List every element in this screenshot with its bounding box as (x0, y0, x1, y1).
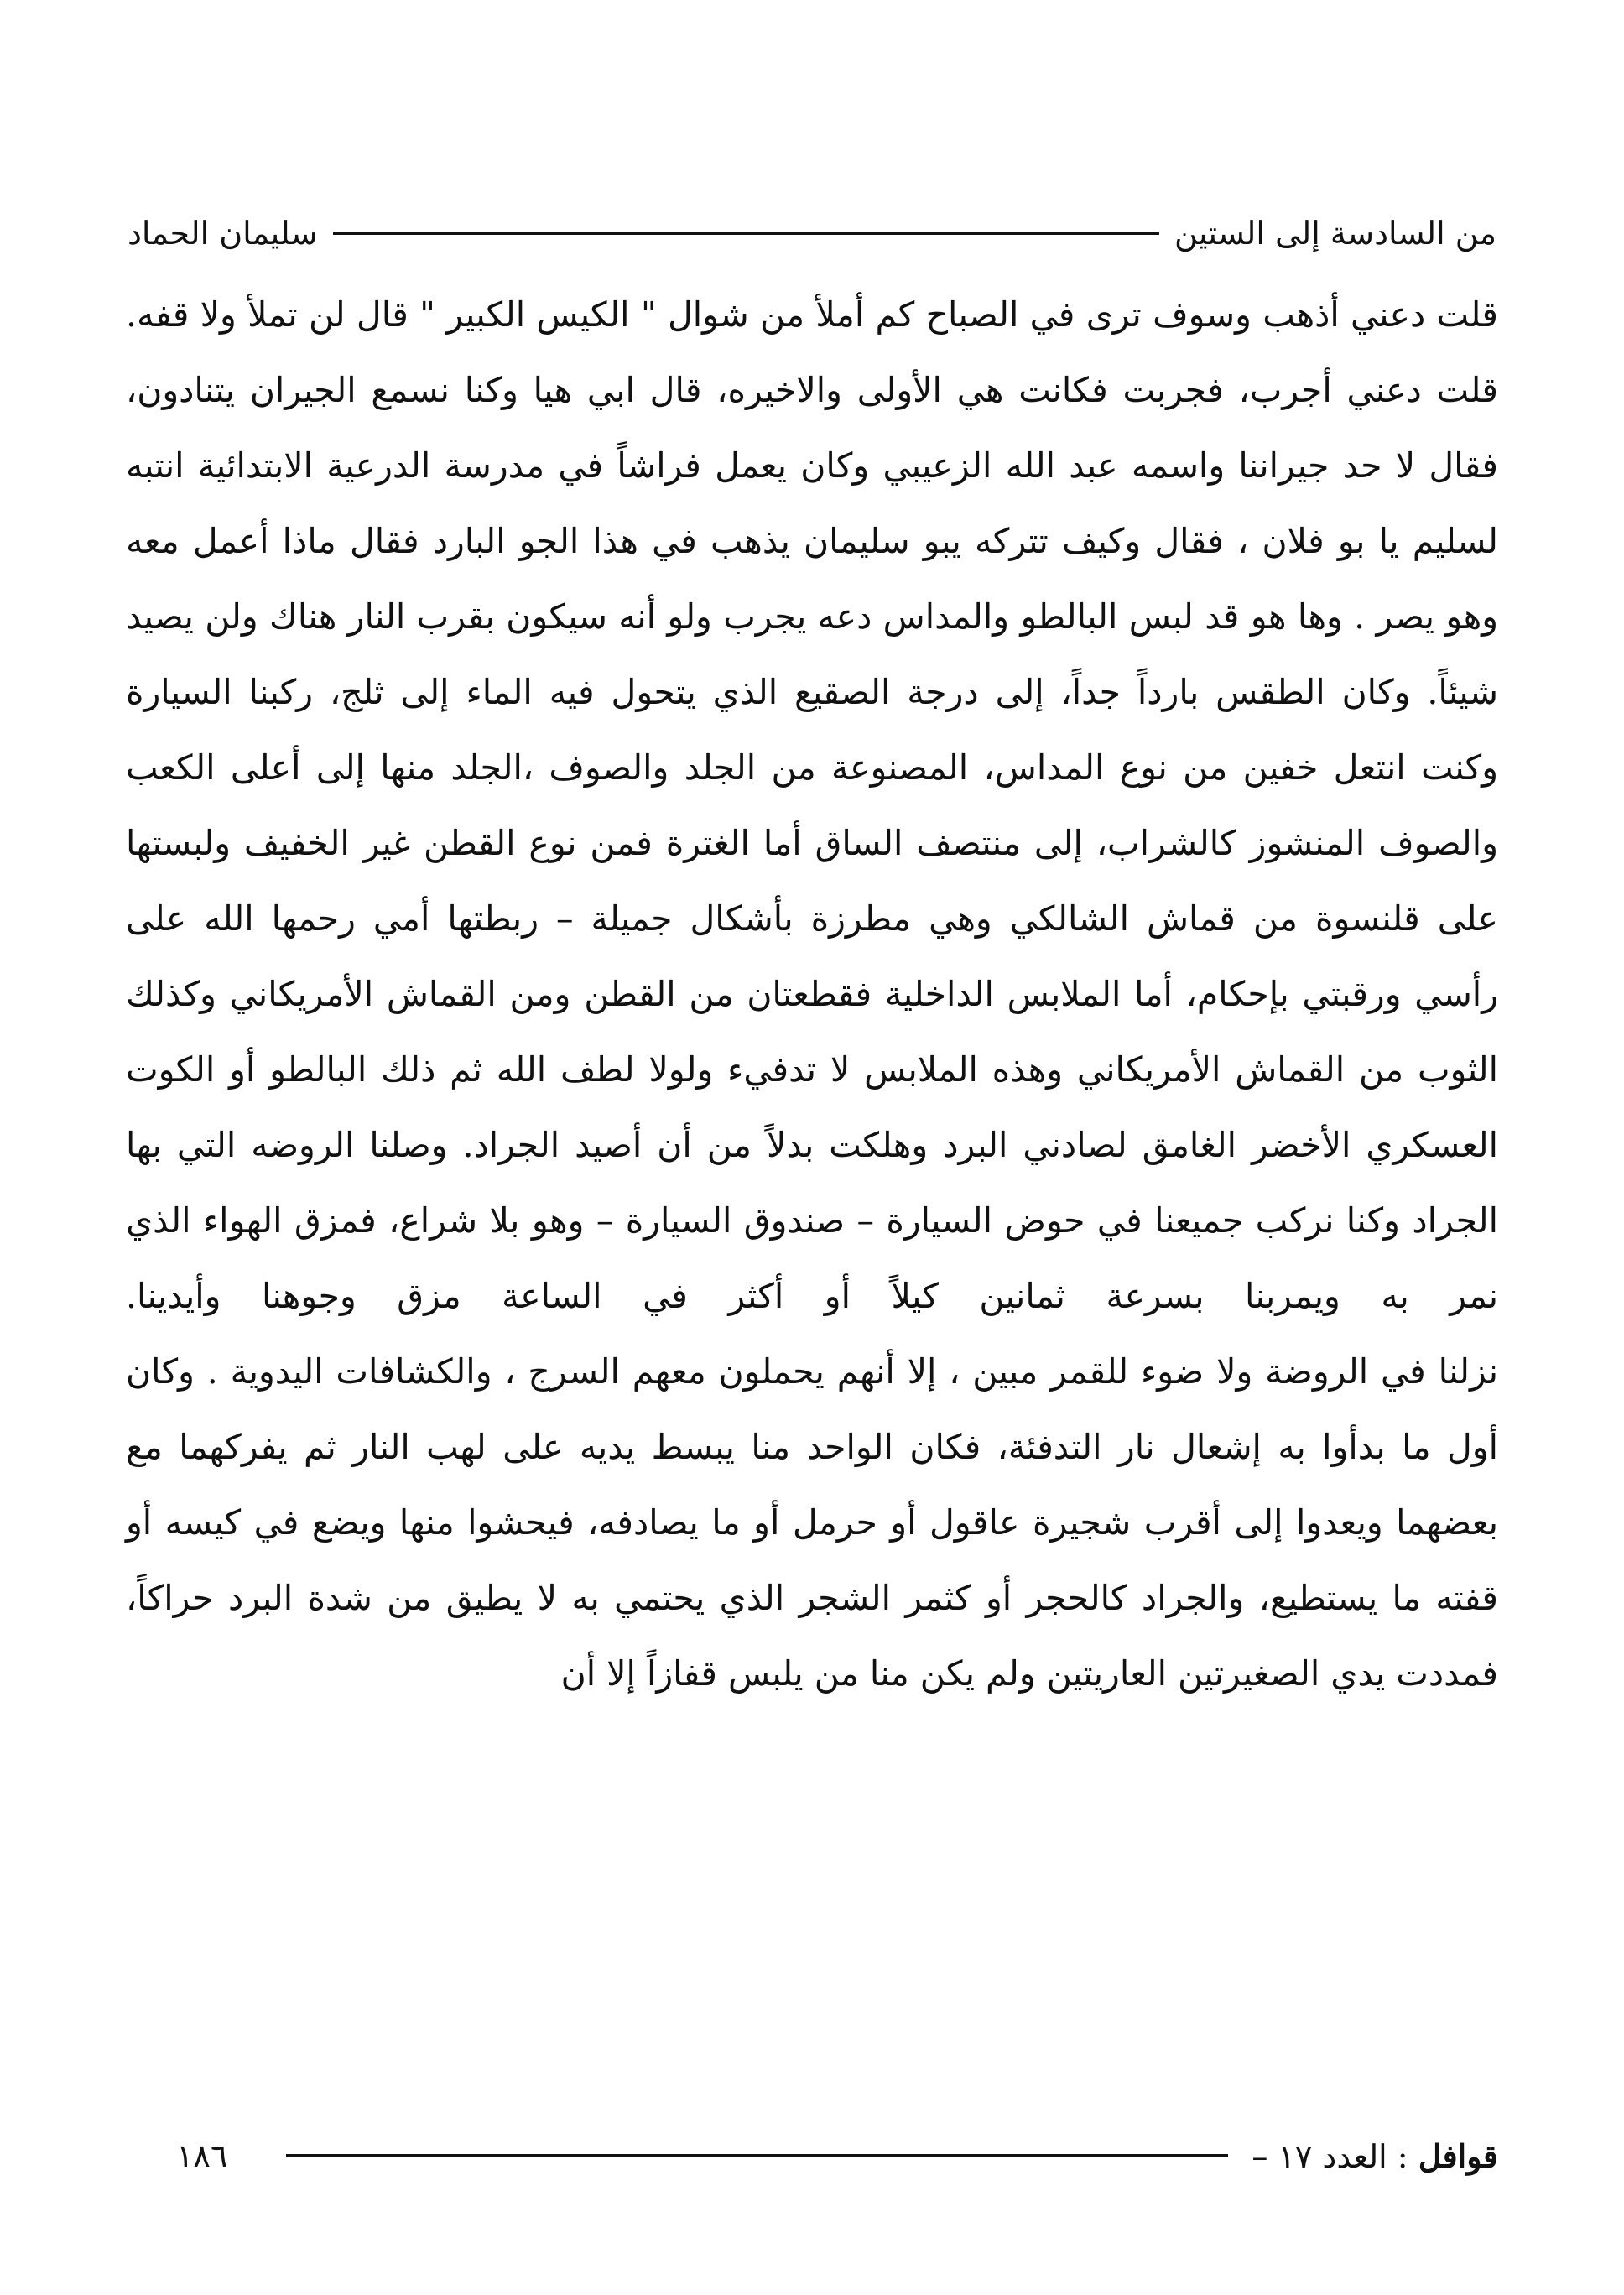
page-footer (126, 2131, 1498, 2181)
body-text (126, 277, 1498, 1711)
footer-rule (286, 2154, 1228, 2157)
issue-label: : العدد ١٧ – (1252, 2137, 1408, 2175)
author-name: سليمان الحماد (128, 215, 318, 252)
header-rule (333, 232, 1159, 235)
journal-name: قوافل (1418, 2136, 1498, 2175)
page-number: ١٨٦ (176, 2137, 228, 2174)
running-header (128, 208, 1496, 258)
book-title: من السادسة إلى الستين (1174, 215, 1496, 252)
paragraph-2: نزلنا في الروضة ولا ضوء للقمر مبين ، إلا أنهم يحملون معهم السرج ، والكشافات اليدوية . وكان أول ما بدأوا به إشعال نار التدفئة، فكان الواحد منا يبسط يديه على لهب النار ثم يفركهما مع بعضهما ويعدوا إلى أقرب شجيرة عاقول أو حرمل أو ما يصادفه، فيحشوا منها ويضع في كيسه أو قفته ما يستطيع، والجراد كالحجر أو كثمر الشجر الذي يحتمي به لا يطيق من شدة البرد حراكاً، فمددت يدي الصغيرتين العاريتين ولم يكن منا من يلبس قفازاً إلا أن (126, 1351, 1498, 1694)
journal-issue (1252, 2137, 1498, 2175)
paragraph-1: قلت دعني أذهب وسوف ترى في الصباح كم أملأ من شوال " الكيس الكبير " قال لن تملأ ولا قفه. قلت دعني أجرب، فجربت فكانت هي الأولى والاخيره، قال ابي هيا وكنا نسمع الجيران يتنادون، فقال لا حد جيراننا واسمه عبد الله الزعيبي وكان يعمل فراشاً في مدرسة الدرعية الابتدائية انتبه لسليم يا بو فلان ، فقال وكيف تتركه يبو سليمان يذهب في هذا الجو البارد فقال ماذا أعمل معه وهو يصر . وها هو قد لبس البالطو والمداس دعه يجرب ولو أنه سيكون بقرب النار هناك ولن يصيد شيئاً. وكان الطقس بارداً جداً، إلى درجة الصقيع الذي يتحول فيه الماء إلى ثلج، ركبنا السيارة وكنت انتعل خفين من نوع المداس، المصنوعة من الجلد والصوف ،الجلد منها إلى أعلى الكعب والصوف المنشوز كالشراب، إلى منتصف الساق أما الغترة فمن نوع القطن غير الخفيف ولبستها على قلنسوة من قماش الشالكي وهي مطرزة بأشكال جميلة – ربطتها أمي رحمها الله على رأسي ورقبتي بإحكام، أما الملابس الداخلية فقطعتان من القطن ومن القماش الأمريكاني وكذلك الثوب من القماش الأمريكاني وهذه الملابس لا تدفيء ولولا لطف الله ثم ذلك البالطو أو الكوت العسكري الأخضر الغامق لصادني البرد وهلكت بدلاً من أن أصيد الجراد. وصلنا الروضه التي بها الجراد وكنا نركب جميعنا في حوض السيارة – صندوق السيارة – وهو بلا شراع، فمزق الهواء الذي نمر به ويمربنا بسرعة ثمانين كيلاً أو أكثر في الساعة مزق وجوهنا وأيدينا. (126, 294, 1498, 1316)
